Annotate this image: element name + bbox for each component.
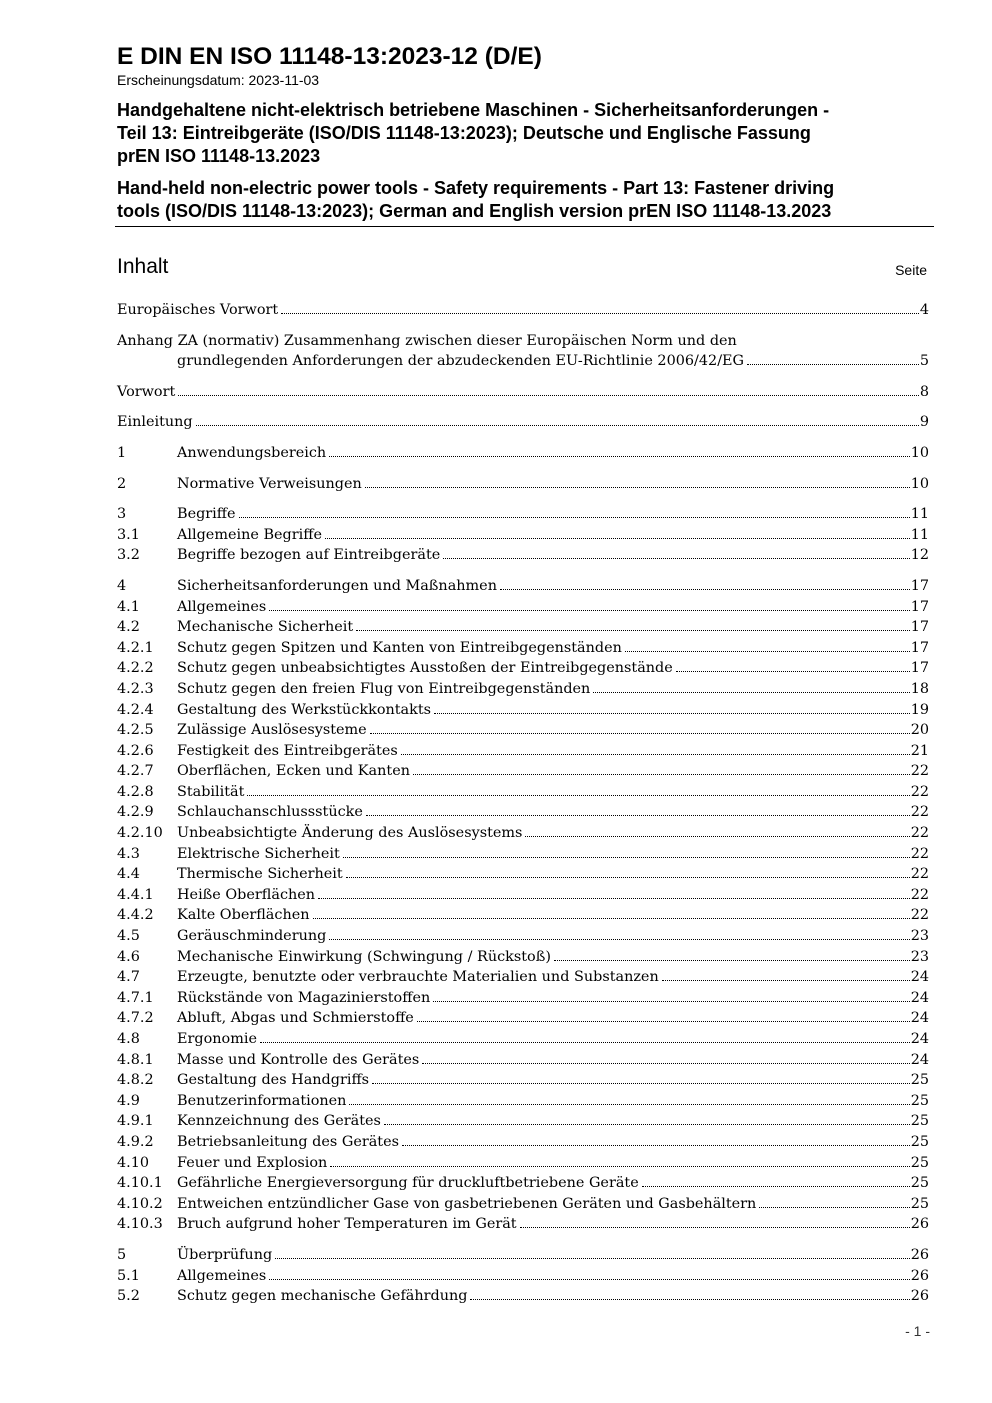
toc-entry-page: 25: [910, 1154, 929, 1171]
toc-entry[interactable]: [117, 1070, 929, 1091]
toc-entry-text: Unbeabsichtigte Änderung des Auslösesystems: [177, 825, 523, 842]
toc-entry-text: Normative Verweisungen: [177, 475, 362, 492]
toc-entry-page: 22: [910, 907, 929, 924]
toc-entry-text: Vorwort: [117, 383, 176, 400]
toc-entry[interactable]: [117, 844, 929, 865]
toc-entry[interactable]: [117, 576, 929, 597]
toc-entry-text: Festigkeit des Eintreibgerätes: [177, 742, 398, 759]
toc-entry-number: 4.7.2: [117, 1010, 154, 1027]
toc-entry[interactable]: [117, 926, 929, 947]
toc-entry[interactable]: [117, 382, 929, 403]
toc-entry-text: Schutz gegen unbeabsichtigtes Ausstoßen der Eintreibgegenstände: [177, 660, 673, 677]
toc-entry-text: Erzeugte, benutzte oder verbrauchte Materialien und Substanzen: [177, 969, 659, 986]
toc-entry-page: 23: [910, 948, 929, 965]
toc-leader: [366, 807, 910, 816]
toc-leader: [747, 356, 919, 365]
toc-entry-page: 25: [910, 1175, 929, 1192]
toc-leader: [422, 1055, 909, 1064]
toc-entry-number: 3.2: [117, 547, 140, 564]
toc-entry-page: 19: [910, 701, 929, 718]
toc-entry-number: 4.2.7: [117, 763, 154, 780]
title-en-line: tools (ISO/DIS 11148-13:2023); German and English version prEN ISO 11148-13.2023: [117, 201, 832, 221]
toc-leader: [433, 993, 909, 1002]
toc-entry-page: 20: [910, 722, 929, 739]
toc-leader: [330, 1158, 909, 1167]
toc-entry-page: 24: [910, 969, 929, 986]
page-number: - 1 -: [905, 1323, 930, 1339]
toc-leader: [281, 305, 919, 314]
toc-entry[interactable]: [117, 679, 929, 700]
toc-title: Inhalt: [117, 255, 169, 278]
toc-entry-page: 4: [919, 302, 929, 318]
toc-entry[interactable]: [117, 1266, 929, 1287]
toc-leader: [370, 725, 910, 734]
toc-entry-text: Schutz gegen Spitzen und Kanten von Eintreibgegenständen: [177, 639, 622, 656]
toc-entry-number: 4.10.3: [117, 1216, 163, 1233]
toc-leader: [384, 1116, 910, 1125]
toc-entry-number: 4.2.4: [117, 701, 154, 718]
toc-entry-number: 4.3: [117, 845, 140, 862]
toc-entry-page: 22: [910, 783, 929, 800]
toc-leader: [402, 1137, 910, 1146]
toc-entry-text: Abluft, Abgas und Schmierstoffe: [177, 1010, 414, 1027]
toc-entry[interactable]: [117, 720, 929, 741]
toc-entry[interactable]: [117, 823, 929, 844]
toc-entry[interactable]: [117, 802, 929, 823]
toc-numbered-entries: [117, 443, 929, 1307]
toc-leader: [349, 1096, 909, 1105]
toc-entry-page: 12: [910, 547, 929, 564]
toc-entry-text: Heiße Oberflächen: [177, 886, 316, 903]
toc-entry[interactable]: [117, 474, 929, 495]
toc-entry-number: 4.2.6: [117, 742, 154, 759]
toc-entry-page: 22: [910, 825, 929, 842]
toc-entry-number: 3: [117, 506, 127, 523]
toc-entry-number: 4.8.2: [117, 1072, 154, 1089]
title-german: [117, 99, 933, 168]
toc-leader: [269, 1271, 909, 1280]
toc-entry[interactable]: [117, 1132, 929, 1153]
toc-entry[interactable]: [117, 782, 929, 803]
toc-entry-text: Gefährliche Energieversorgung für druckluftbetriebene Geräte: [177, 1175, 639, 1192]
toc-entry[interactable]: [117, 638, 929, 659]
toc-entry-text: Sicherheitsanforderungen und Maßnahmen: [177, 577, 497, 594]
toc-entry-page: 22: [910, 763, 929, 780]
toc-page-label: Seite: [895, 262, 927, 278]
toc-entry-text: Rückstände von Magazinierstoffen: [177, 989, 431, 1006]
toc-leader: [178, 387, 919, 396]
toc-entry-page: 17: [910, 619, 929, 636]
toc-leader: [318, 890, 910, 899]
toc-entry-number: 4.10.1: [117, 1175, 163, 1192]
toc-entry[interactable]: [117, 1173, 929, 1194]
toc-entry-text: grundlegenden Anforderungen der abzudeckenden EU-Richtlinie 2006/42/EG: [177, 353, 745, 370]
toc-entry-number: 4.1: [117, 598, 140, 615]
toc-entry-page: 23: [910, 928, 929, 945]
toc-entry-page: 22: [910, 845, 929, 862]
toc-entry-number: 4.9.2: [117, 1133, 154, 1150]
toc-entry-page: 25: [910, 1092, 929, 1109]
toc-entry-number: 4.2.3: [117, 680, 154, 697]
toc-entry-page: 26: [910, 1288, 929, 1305]
toc-entry-text: Oberflächen, Ecken und Kanten: [177, 763, 410, 780]
title-de-line: prEN ISO 11148-13.2023: [117, 146, 321, 166]
toc-entry-text: Überprüfung: [177, 1246, 273, 1263]
toc-entry[interactable]: [117, 741, 929, 762]
toc-leader: [443, 550, 909, 559]
toc-entry[interactable]: [117, 885, 929, 906]
toc-entry-number: 4.4.1: [117, 886, 154, 903]
toc-entry-page: 11: [910, 506, 929, 523]
toc-entry[interactable]: [117, 545, 929, 566]
toc-entry[interactable]: [117, 597, 929, 618]
toc-entry-number: 4.2: [117, 619, 140, 636]
toc-entry-text: Mechanische Sicherheit: [177, 619, 354, 636]
toc-entry-number: 4.2.2: [117, 660, 154, 677]
toc-entry[interactable]: [117, 967, 929, 988]
toc-entry[interactable]: [117, 1245, 929, 1266]
toc-entry[interactable]: [117, 443, 929, 464]
toc-entry[interactable]: [117, 864, 929, 885]
toc-leader: [275, 1250, 910, 1259]
toc-leader: [759, 1199, 909, 1208]
toc-entry-text: Kalte Oberflächen: [177, 907, 310, 924]
toc-entry-page: 11: [910, 526, 929, 543]
toc-entry-number: 1: [117, 444, 127, 461]
document-id: E DIN EN ISO 11148-13:2023-12 (D/E): [117, 43, 542, 70]
toc-leader: [434, 705, 910, 714]
toc-entry-number: 4.2.8: [117, 783, 154, 800]
toc-leader: [346, 869, 910, 878]
toc-entry-text: Allgemeines: [177, 1267, 267, 1284]
toc-leader: [260, 1034, 910, 1043]
toc-entry-number: 4.10: [117, 1154, 150, 1171]
toc-entry-text: Benutzerinformationen: [177, 1092, 347, 1109]
toc-leader: [372, 1075, 910, 1084]
toc-entry-page: 17: [910, 639, 929, 656]
toc-entry-page: 18: [910, 680, 929, 697]
toc-entry-page: 25: [910, 1133, 929, 1150]
toc-leader: [239, 509, 910, 518]
toc-leader: [365, 479, 910, 488]
toc-entry-number: 5.1: [117, 1267, 140, 1284]
toc-leader: [196, 417, 919, 426]
toc-entry-number: 4.8.1: [117, 1051, 154, 1068]
toc-entry-text: Zulässige Auslösesysteme: [177, 722, 367, 739]
toc-entry-page: 26: [910, 1246, 929, 1263]
toc-entry-page: 8: [919, 383, 929, 400]
toc-leader: [343, 849, 910, 858]
toc-entry[interactable]: [117, 1153, 929, 1174]
toc-entry[interactable]: [117, 947, 929, 968]
title-de-line: Teil 13: Eintreibgeräte (ISO/DIS 11148-13:2023); Deutsche und Englische Fassung: [117, 123, 811, 143]
toc-entry-page: 26: [910, 1216, 929, 1233]
toc-entry-annex-za[interactable]: [117, 331, 929, 352]
title-en-line: Hand-held non-electric power tools - Safety requirements - Part 13: Fastener driving: [117, 178, 835, 198]
toc-leader: [593, 684, 909, 693]
toc-entry[interactable]: [117, 504, 929, 525]
toc-entry-number: 4.9: [117, 1092, 140, 1109]
toc-entry-number: 4.6: [117, 948, 140, 965]
toc-entry-page: 22: [910, 866, 929, 883]
toc-entry-text: Einleitung: [117, 414, 193, 431]
toc-leader: [247, 787, 909, 796]
toc-entry-page: 24: [910, 1010, 929, 1027]
toc-entry-text: Allgemeines: [177, 598, 267, 615]
toc-entry-text: Schlauchanschlussstücke: [177, 804, 363, 821]
toc-entry-number: 4.7: [117, 969, 140, 986]
document-header: [117, 42, 933, 223]
toc-entry-text: Anwendungsbereich: [177, 444, 327, 461]
toc-entry-number: 4.2.10: [117, 825, 163, 842]
toc-entry-text: Allgemeine Begriffe: [177, 526, 322, 543]
toc-entry-page: 22: [910, 886, 929, 903]
toc-entry-number: 3.1: [117, 526, 140, 543]
toc-entry-page: 22: [910, 804, 929, 821]
toc-entry-text: Begriffe bezogen auf Eintreibgeräte: [177, 547, 441, 564]
toc-leader: [642, 1178, 910, 1187]
toc-entry[interactable]: [117, 617, 929, 638]
toc-leader: [313, 910, 910, 919]
toc-entry[interactable]: [117, 412, 929, 433]
toc-entry[interactable]: [117, 1214, 929, 1235]
toc-entry-text: Gestaltung des Handgriffs: [177, 1072, 370, 1089]
toc-entry-page: 25: [910, 1072, 929, 1089]
toc-entry-number: 4.7.1: [117, 989, 154, 1006]
toc-entry[interactable]: [117, 1111, 929, 1132]
toc-entry-number: 4.9.1: [117, 1113, 154, 1130]
publication-date: Erscheinungsdatum: 2023-11-03: [117, 72, 320, 88]
toc-entry[interactable]: [117, 1008, 929, 1029]
toc-leader: [329, 448, 910, 457]
toc-entry[interactable]: [117, 988, 929, 1009]
toc-entry-text: Ergonomie: [177, 1031, 257, 1047]
toc-entry-number: 5.2: [117, 1288, 140, 1305]
toc-entry-text: Schutz gegen den freien Flug von Eintreibgegenständen: [177, 680, 591, 697]
toc-entry[interactable]: [117, 525, 929, 546]
toc-entry[interactable]: [117, 658, 929, 679]
table-of-contents: [117, 300, 929, 1307]
toc-leader: [269, 602, 909, 611]
toc-entry-text: Begriffe: [177, 506, 236, 523]
toc-entry-text: Gestaltung des Werkstückkontakts: [177, 701, 432, 718]
title-de-line: Handgehaltene nicht-elektrisch betriebene Maschinen - Sicherheitsanforderungen -: [117, 100, 830, 120]
toc-entry-page: 26: [910, 1267, 929, 1284]
toc-entry-text: Bruch aufgrund hoher Temperaturen im Gerät: [177, 1216, 517, 1233]
toc-entry[interactable]: [117, 1029, 929, 1050]
toc-entry-number: 4: [117, 577, 127, 594]
toc-entry-page: 24: [910, 989, 929, 1006]
toc-entry-text: Elektrische Sicherheit: [177, 845, 340, 862]
toc-entry[interactable]: [117, 905, 929, 926]
toc-entry-number: 4.4.2: [117, 907, 154, 924]
toc-entry[interactable]: [117, 761, 929, 782]
toc-entry[interactable]: [117, 1050, 929, 1071]
toc-leader: [356, 622, 910, 631]
toc-leader: [413, 766, 910, 775]
toc-entry-text: Betriebsanleitung des Gerätes: [177, 1133, 399, 1150]
toc-entry[interactable]: [117, 1091, 929, 1112]
toc-entry-page: 25: [910, 1113, 929, 1130]
toc-leader: [662, 972, 910, 981]
toc-leader: [554, 952, 910, 961]
toc-entry-number: 4.2.1: [117, 639, 154, 656]
toc-leader: [325, 530, 910, 539]
toc-entry-page: 24: [910, 1031, 929, 1047]
toc-entry-number: 4.8: [117, 1031, 140, 1047]
toc-entry-page: 21: [910, 742, 929, 759]
toc-leader: [676, 663, 910, 672]
title-english: [117, 177, 933, 223]
toc-entry-page: 25: [910, 1195, 929, 1212]
toc-entry-text: Europäisches Vorwort: [117, 302, 279, 318]
toc-entry[interactable]: [117, 300, 929, 321]
toc-entry-number: 5: [117, 1246, 127, 1263]
toc-entry[interactable]: [117, 700, 929, 721]
toc-entry-text: Entweichen entzündlicher Gase von gasbetriebenen Geräten und Gasbehältern: [177, 1195, 757, 1212]
toc-entry-text: Schutz gegen mechanische Gefährdung: [177, 1288, 468, 1305]
toc-entry-page: 9: [919, 414, 929, 431]
toc-leader: [329, 931, 909, 940]
toc-leader: [520, 1219, 910, 1228]
toc-entry-number: 2: [117, 475, 127, 492]
toc-entry-page: 10: [910, 444, 929, 461]
toc-entry-number: 4.2.5: [117, 722, 154, 739]
toc-entry[interactable]: [117, 1286, 929, 1307]
toc-leader: [401, 746, 910, 755]
toc-entry-text: Mechanische Einwirkung (Schwingung / Rückstoß): [177, 948, 551, 965]
header-divider: [115, 226, 934, 227]
toc-entry-page: 17: [910, 660, 929, 677]
toc-entry-text: Feuer und Explosion: [177, 1154, 328, 1171]
toc-leader: [500, 581, 910, 590]
toc-entry-page: 24: [910, 1051, 929, 1068]
toc-entry-text: Masse und Kontrolle des Gerätes: [177, 1051, 420, 1068]
toc-entry[interactable]: [117, 1194, 929, 1215]
toc-entry-number: 4.5: [117, 928, 140, 945]
toc-entry-page: 17: [910, 598, 929, 615]
toc-entry-number: 4.10.2: [117, 1195, 163, 1212]
toc-leader: [625, 643, 910, 652]
toc-leader: [417, 1013, 910, 1022]
toc-entry-page: 17: [910, 577, 929, 594]
toc-leader: [470, 1291, 909, 1300]
toc-entry-page: 5: [919, 353, 929, 370]
toc-entry-text: Kennzeichnung des Gerätes: [177, 1113, 381, 1130]
toc-leader: [525, 828, 909, 837]
toc-entry-text: Stabilität: [177, 783, 245, 800]
toc-entry-text: Thermische Sicherheit: [177, 866, 343, 883]
toc-entry-page: 10: [910, 475, 929, 492]
toc-entry-text: Geräuschminderung: [177, 928, 327, 945]
toc-entry-number: 4.4: [117, 866, 140, 883]
toc-entry-number: 4.2.9: [117, 804, 154, 821]
toc-entry-text: Anhang ZA (normativ) Zusammenhang zwischen dieser Europäischen Norm und den: [117, 332, 737, 349]
toc-entry-annex-za-continued[interactable]: [117, 351, 929, 372]
